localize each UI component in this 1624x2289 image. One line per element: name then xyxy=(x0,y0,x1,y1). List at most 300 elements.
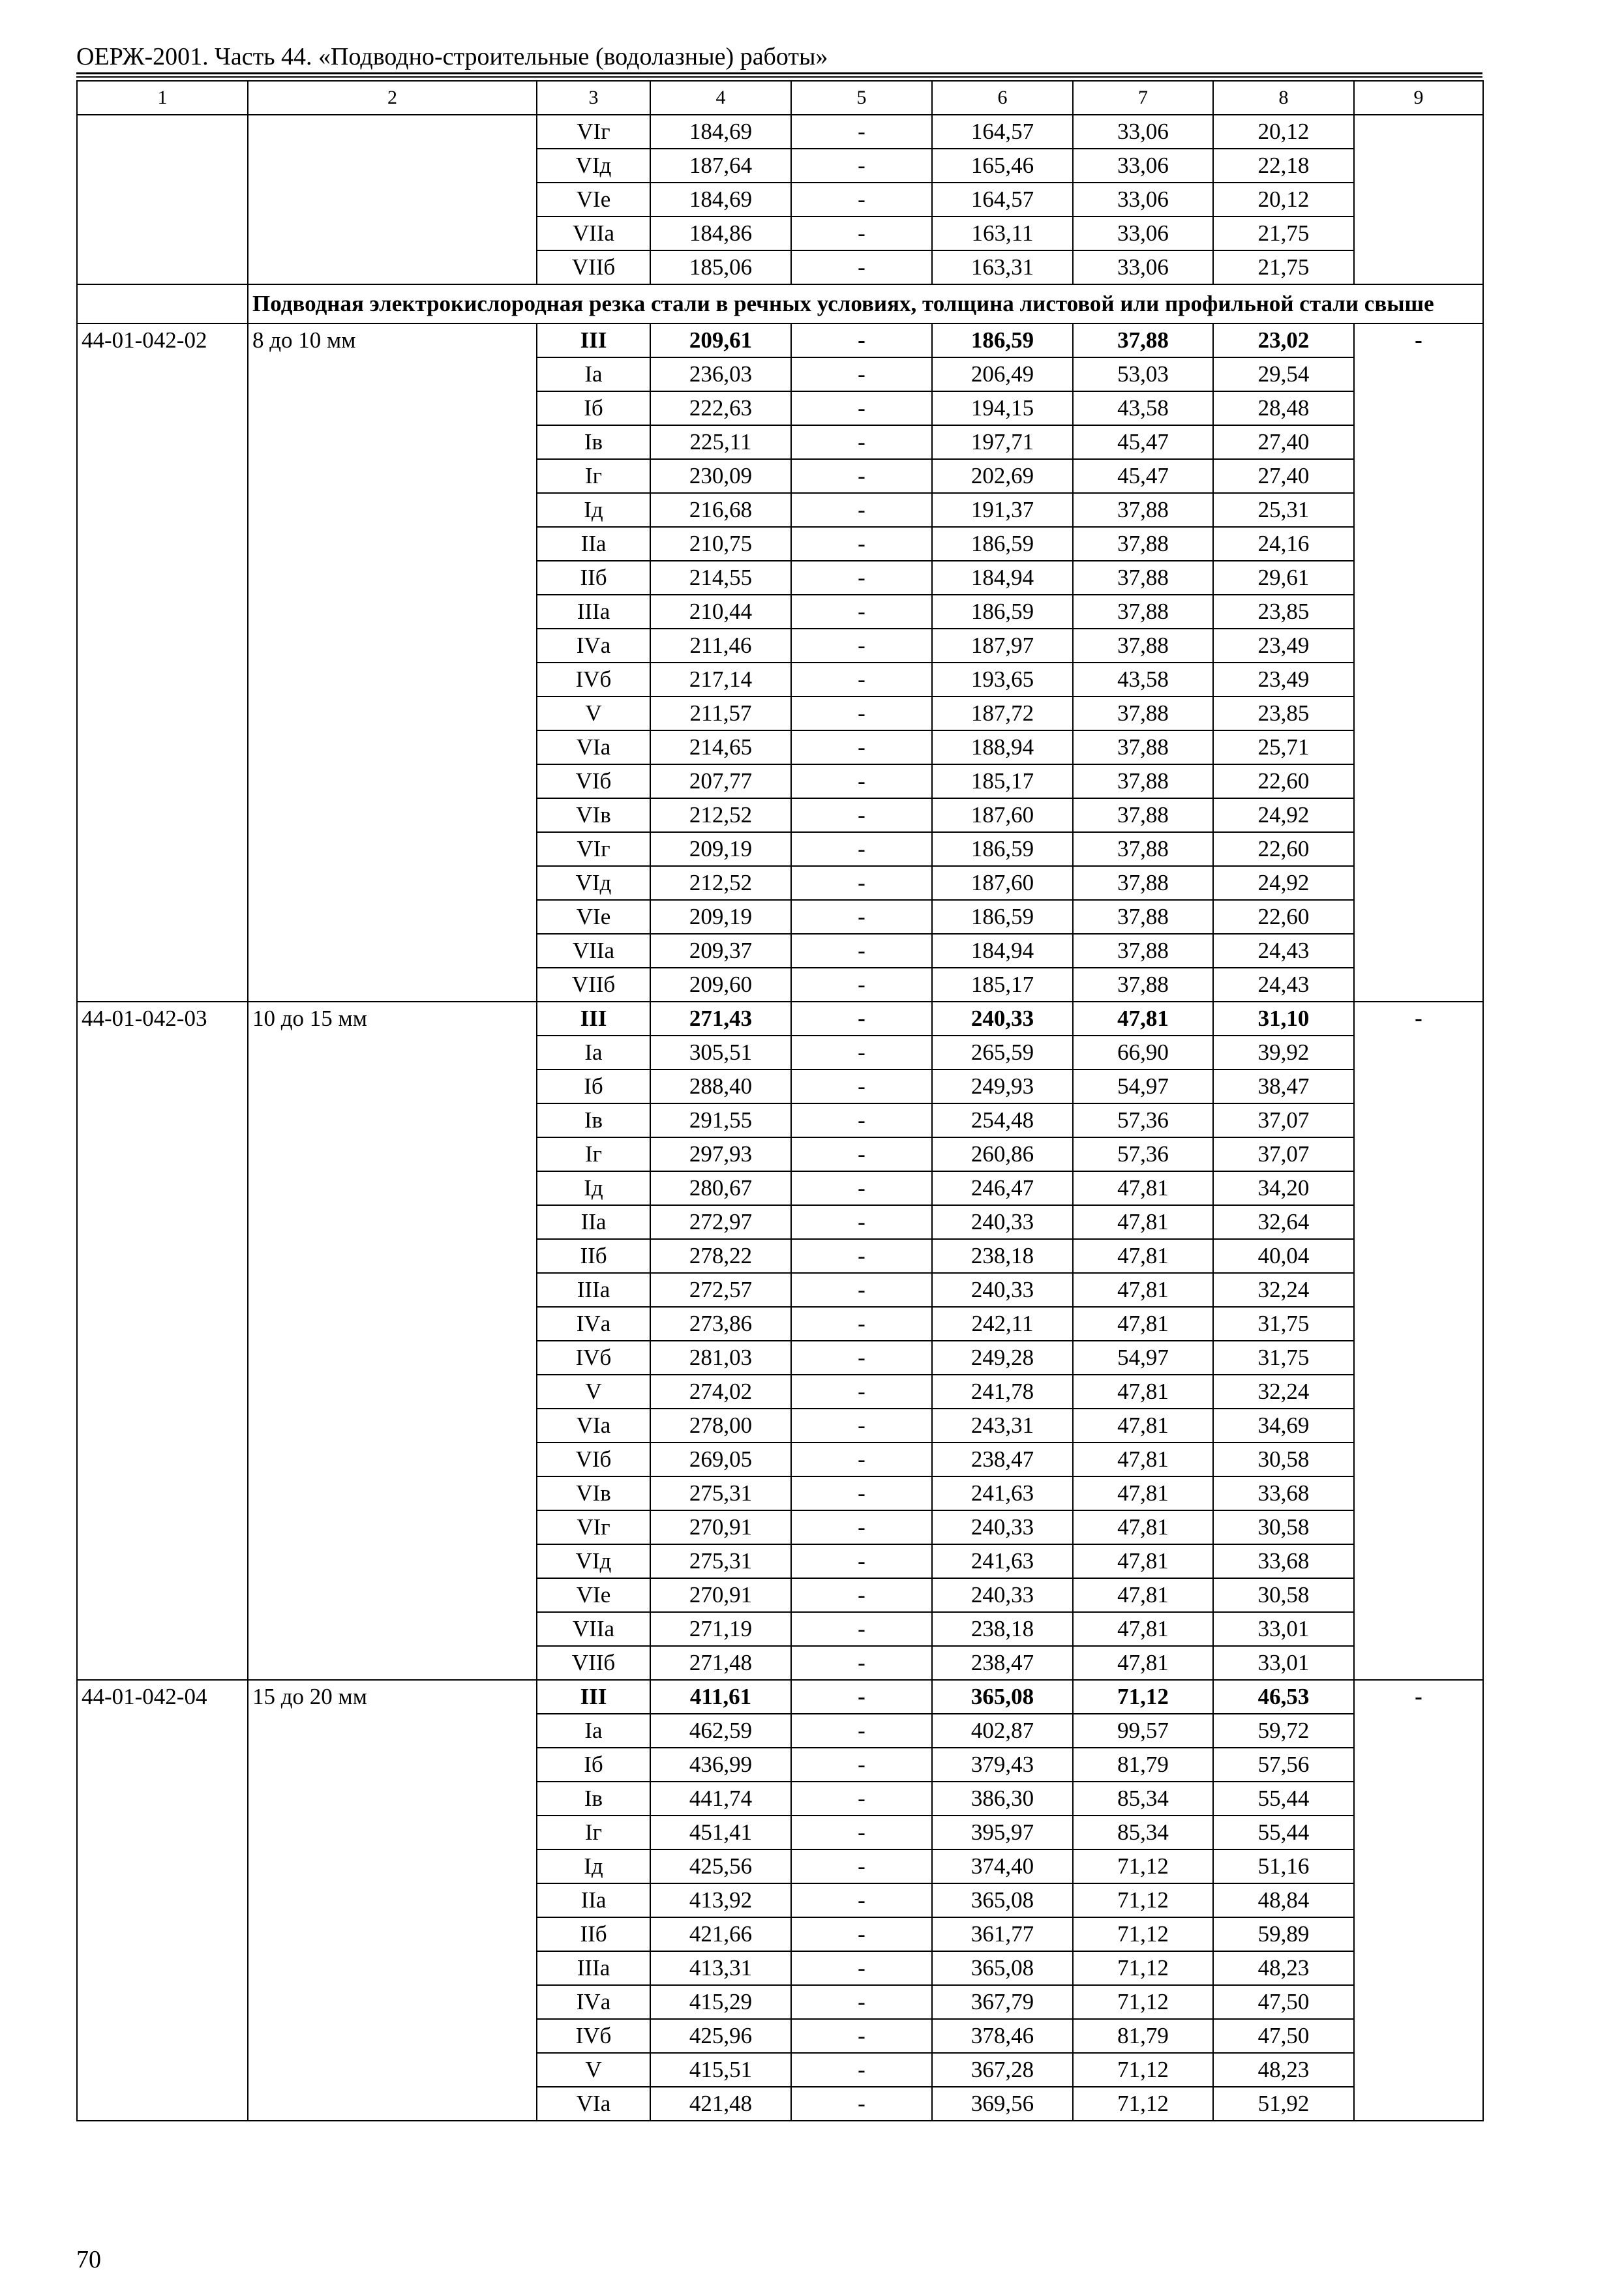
description-cell xyxy=(248,115,537,284)
zone-cell: IVа xyxy=(537,629,650,663)
value-cell: 33,68 xyxy=(1213,1476,1354,1510)
value-cell: - xyxy=(791,1510,932,1544)
value-cell: - xyxy=(791,934,932,968)
header-rule xyxy=(76,72,1482,74)
value-cell: - xyxy=(791,527,932,561)
value-cell: 85,34 xyxy=(1073,1816,1213,1849)
value-cell: - xyxy=(791,663,932,696)
value-cell: - xyxy=(791,1816,932,1849)
value-cell: 71,12 xyxy=(1073,1985,1213,2019)
zone-cell: Iа xyxy=(537,1714,650,1748)
value-cell: 274,02 xyxy=(650,1375,791,1409)
value-cell: 421,66 xyxy=(650,1917,791,1951)
value-cell: 51,92 xyxy=(1213,2087,1354,2121)
zone-cell: VIг xyxy=(537,1510,650,1544)
value-cell: 365,08 xyxy=(932,1680,1073,1714)
value-cell: 37,88 xyxy=(1073,527,1213,561)
value-cell: 37,88 xyxy=(1073,595,1213,629)
column-number: 6 xyxy=(932,81,1073,115)
value-cell: 271,48 xyxy=(650,1646,791,1680)
value-cell: 33,01 xyxy=(1213,1646,1354,1680)
column-number: 1 xyxy=(77,81,248,115)
value-cell: 193,65 xyxy=(932,663,1073,696)
value-cell: 24,16 xyxy=(1213,527,1354,561)
value-cell: 288,40 xyxy=(650,1070,791,1103)
zone-cell: VIIа xyxy=(537,934,650,968)
value-cell: 186,59 xyxy=(932,323,1073,357)
value-cell: 243,31 xyxy=(932,1409,1073,1443)
value-cell: 260,86 xyxy=(932,1137,1073,1171)
table-row xyxy=(77,323,1483,357)
zone-cell: IVа xyxy=(537,1307,650,1341)
value-cell: 184,69 xyxy=(650,115,791,149)
value-cell: 184,94 xyxy=(932,561,1073,595)
value-cell: 207,77 xyxy=(650,764,791,798)
value-cell: 209,19 xyxy=(650,900,791,934)
value-cell: 185,06 xyxy=(650,250,791,284)
value-cell: 59,89 xyxy=(1213,1917,1354,1951)
zone-cell: IIб xyxy=(537,1239,650,1273)
value-cell: 37,88 xyxy=(1073,866,1213,900)
value-cell: 462,59 xyxy=(650,1714,791,1748)
value-cell: 241,78 xyxy=(932,1375,1073,1409)
value-cell: 37,88 xyxy=(1073,764,1213,798)
value-cell: 187,60 xyxy=(932,866,1073,900)
value-cell: 71,12 xyxy=(1073,2053,1213,2087)
value-cell: 202,69 xyxy=(932,459,1073,493)
value-cell: 236,03 xyxy=(650,357,791,391)
value-cell: 249,93 xyxy=(932,1070,1073,1103)
value-cell: - xyxy=(791,1443,932,1476)
table-row xyxy=(77,1680,1483,1714)
value-cell: 30,58 xyxy=(1213,1443,1354,1476)
rates-table xyxy=(76,80,1484,2121)
value-cell: 278,22 xyxy=(650,1239,791,1273)
value-cell: - xyxy=(791,1782,932,1816)
value-cell: 367,28 xyxy=(932,2053,1073,2087)
value-cell: 99,57 xyxy=(1073,1714,1213,1748)
value-cell: 22,60 xyxy=(1213,764,1354,798)
value-cell: 39,92 xyxy=(1213,1036,1354,1070)
value-cell: 238,18 xyxy=(932,1612,1073,1646)
value-cell: 20,12 xyxy=(1213,183,1354,217)
value-cell: 271,19 xyxy=(650,1612,791,1646)
value-cell: 379,43 xyxy=(932,1748,1073,1782)
value-cell: 374,40 xyxy=(932,1849,1073,1883)
value-cell: 280,67 xyxy=(650,1171,791,1205)
value-cell: 43,58 xyxy=(1073,391,1213,425)
value-cell: 33,01 xyxy=(1213,1612,1354,1646)
value-cell: - xyxy=(791,561,932,595)
value-cell: 185,17 xyxy=(932,968,1073,1002)
value-cell: - xyxy=(791,391,932,425)
zone-cell: Iа xyxy=(537,1036,650,1070)
value-cell: 33,06 xyxy=(1073,115,1213,149)
value-cell: 240,33 xyxy=(932,1205,1073,1239)
value-cell: 22,60 xyxy=(1213,832,1354,866)
table-row xyxy=(77,115,1483,149)
value-cell: 55,44 xyxy=(1213,1816,1354,1849)
value-cell: - xyxy=(791,2087,932,2121)
value-cell: 206,49 xyxy=(932,357,1073,391)
value-cell: 24,43 xyxy=(1213,934,1354,968)
value-cell: 37,88 xyxy=(1073,629,1213,663)
value-cell: 43,58 xyxy=(1073,663,1213,696)
value-cell: 47,81 xyxy=(1073,1409,1213,1443)
rate-code: 44-01-042-02 xyxy=(77,323,248,1002)
value-cell: VIг xyxy=(537,115,650,149)
value-cell: 184,86 xyxy=(650,217,791,250)
value-cell: - xyxy=(791,425,932,459)
value-cell: 37,88 xyxy=(1073,696,1213,730)
value-cell: 186,59 xyxy=(932,832,1073,866)
rate-description: 10 до 15 мм xyxy=(248,1002,537,1680)
value-cell: - xyxy=(791,217,932,250)
page-number: 70 xyxy=(76,2246,101,2273)
value-cell: 188,94 xyxy=(932,730,1073,764)
value-cell: - xyxy=(791,2053,932,2087)
value-cell: - xyxy=(791,968,932,1002)
value-cell: 273,86 xyxy=(650,1307,791,1341)
value-cell: 37,88 xyxy=(1073,561,1213,595)
value-cell: 37,88 xyxy=(1073,900,1213,934)
value-cell: 37,88 xyxy=(1073,493,1213,527)
value-cell: 57,56 xyxy=(1213,1748,1354,1782)
value-cell: 31,75 xyxy=(1213,1307,1354,1341)
zone-cell: Iг xyxy=(537,1816,650,1849)
value-cell: 23,85 xyxy=(1213,595,1354,629)
zone-cell: Iв xyxy=(537,1103,650,1137)
value-cell: 47,50 xyxy=(1213,1985,1354,2019)
value-cell: 34,20 xyxy=(1213,1171,1354,1205)
code-cell xyxy=(77,115,248,284)
zone-cell: VIIб xyxy=(537,968,650,1002)
value-cell: 191,37 xyxy=(932,493,1073,527)
zone-cell: VIIб xyxy=(537,1646,650,1680)
value-cell: 415,51 xyxy=(650,2053,791,2087)
value-cell: 164,57 xyxy=(932,115,1073,149)
zone-cell: VIа xyxy=(537,1409,650,1443)
zone-cell: VIд xyxy=(537,1544,650,1578)
value-cell: 365,08 xyxy=(932,1951,1073,1985)
value-cell: 186,59 xyxy=(932,527,1073,561)
value-cell: 225,11 xyxy=(650,425,791,459)
value-cell: - xyxy=(791,1646,932,1680)
value-cell: 214,55 xyxy=(650,561,791,595)
value-cell: 265,59 xyxy=(932,1036,1073,1070)
value-cell: 37,88 xyxy=(1073,832,1213,866)
value-cell: 66,90 xyxy=(1073,1036,1213,1070)
value-cell: - xyxy=(791,1544,932,1578)
zone-cell: Iд xyxy=(537,1171,650,1205)
value-cell: 24,92 xyxy=(1213,798,1354,832)
value-cell: 47,81 xyxy=(1073,1443,1213,1476)
col9-cell: - xyxy=(1354,1680,1483,2121)
rate-description: 15 до 20 мм xyxy=(248,1680,537,2121)
value-cell: 240,33 xyxy=(932,1273,1073,1307)
value-cell: - xyxy=(791,1476,932,1510)
zone-cell: III xyxy=(537,323,650,357)
zone-cell: IVб xyxy=(537,2019,650,2053)
value-cell: 415,29 xyxy=(650,1985,791,2019)
value-cell: - xyxy=(791,696,932,730)
zone-cell: VIа xyxy=(537,2087,650,2121)
value-cell: - xyxy=(791,1680,932,1714)
value-cell: 210,75 xyxy=(650,527,791,561)
value-cell: 47,81 xyxy=(1073,1239,1213,1273)
value-cell: 249,28 xyxy=(932,1341,1073,1375)
value-cell: 48,23 xyxy=(1213,2053,1354,2087)
value-cell: 209,37 xyxy=(650,934,791,968)
value-cell: 47,81 xyxy=(1073,1578,1213,1612)
value-cell: 47,81 xyxy=(1073,1171,1213,1205)
header-rule-secondary xyxy=(76,76,1482,78)
value-cell: 28,48 xyxy=(1213,391,1354,425)
zone-cell: VIг xyxy=(537,832,650,866)
value-cell: - xyxy=(791,1341,932,1375)
value-cell: 32,24 xyxy=(1213,1273,1354,1307)
value-cell: 238,47 xyxy=(932,1646,1073,1680)
zone-cell: Iг xyxy=(537,1137,650,1171)
zone-cell: VIе xyxy=(537,1578,650,1612)
value-cell: 20,12 xyxy=(1213,115,1354,149)
col9-cell xyxy=(1354,115,1483,284)
zone-cell: III xyxy=(537,1680,650,1714)
value-cell: 47,81 xyxy=(1073,1273,1213,1307)
zone-cell: IVб xyxy=(537,663,650,696)
value-cell: 59,72 xyxy=(1213,1714,1354,1748)
value-cell: 37,88 xyxy=(1073,968,1213,1002)
rate-code: 44-01-042-03 xyxy=(77,1002,248,1680)
column-number: 8 xyxy=(1213,81,1354,115)
value-cell: 211,57 xyxy=(650,696,791,730)
column-number-row xyxy=(77,81,1483,115)
value-cell: 46,53 xyxy=(1213,1680,1354,1714)
zone-cell: Iд xyxy=(537,1849,650,1883)
section-title: Подводная электрокислородная резка стали в речных условиях, толщина листовой или профильной стали свыше xyxy=(248,284,1483,323)
value-cell: 242,11 xyxy=(932,1307,1073,1341)
value-cell: 187,64 xyxy=(650,149,791,183)
value-cell: 71,12 xyxy=(1073,2087,1213,2121)
page-header: ОЕРЖ-2001. Часть 44. «Подводно-строительные (водолазные) работы» xyxy=(76,43,828,70)
value-cell: - xyxy=(791,250,932,284)
value-cell: 272,97 xyxy=(650,1205,791,1239)
value-cell: 270,91 xyxy=(650,1578,791,1612)
value-cell: 186,59 xyxy=(932,900,1073,934)
value-cell: 281,03 xyxy=(650,1341,791,1375)
value-cell: 395,97 xyxy=(932,1816,1073,1849)
value-cell: 278,00 xyxy=(650,1409,791,1443)
rate-code: 44-01-042-04 xyxy=(77,1680,248,2121)
zone-cell: VIб xyxy=(537,764,650,798)
value-cell: 275,31 xyxy=(650,1544,791,1578)
value-cell: 211,46 xyxy=(650,629,791,663)
value-cell: VIIа xyxy=(537,217,650,250)
value-cell: 275,31 xyxy=(650,1476,791,1510)
value-cell: 48,84 xyxy=(1213,1883,1354,1917)
value-cell: 367,79 xyxy=(932,1985,1073,2019)
value-cell: - xyxy=(791,183,932,217)
col9-cell: - xyxy=(1354,1002,1483,1680)
value-cell: - xyxy=(791,595,932,629)
zone-cell: IIа xyxy=(537,1205,650,1239)
value-cell: 47,81 xyxy=(1073,1476,1213,1510)
value-cell: 40,04 xyxy=(1213,1239,1354,1273)
value-cell: 361,77 xyxy=(932,1917,1073,1951)
value-cell: 71,12 xyxy=(1073,1917,1213,1951)
value-cell: 34,69 xyxy=(1213,1409,1354,1443)
zone-cell: Iб xyxy=(537,391,650,425)
column-number: 3 xyxy=(537,81,650,115)
value-cell: 386,30 xyxy=(932,1782,1073,1816)
value-cell: - xyxy=(791,730,932,764)
value-cell: 37,88 xyxy=(1073,934,1213,968)
zone-cell: Iг xyxy=(537,459,650,493)
value-cell: 71,12 xyxy=(1073,1849,1213,1883)
column-number: 5 xyxy=(791,81,932,115)
column-number: 9 xyxy=(1354,81,1483,115)
value-cell: 37,07 xyxy=(1213,1103,1354,1137)
value-cell: - xyxy=(791,1307,932,1341)
value-cell: 210,44 xyxy=(650,595,791,629)
value-cell: 85,34 xyxy=(1073,1782,1213,1816)
value-cell: 71,12 xyxy=(1073,1951,1213,1985)
value-cell: - xyxy=(791,1103,932,1137)
zone-cell: V xyxy=(537,1375,650,1409)
value-cell: - xyxy=(791,1714,932,1748)
value-cell: 71,12 xyxy=(1073,1883,1213,1917)
zone-cell: IVб xyxy=(537,1341,650,1375)
value-cell: 24,92 xyxy=(1213,866,1354,900)
zone-cell: III xyxy=(537,1002,650,1036)
zone-cell: Iб xyxy=(537,1748,650,1782)
value-cell: 241,63 xyxy=(932,1544,1073,1578)
zone-cell: VIв xyxy=(537,1476,650,1510)
value-cell: 47,81 xyxy=(1073,1544,1213,1578)
value-cell: 30,58 xyxy=(1213,1578,1354,1612)
value-cell: - xyxy=(791,149,932,183)
value-cell: - xyxy=(791,1409,932,1443)
value-cell: 272,57 xyxy=(650,1273,791,1307)
value-cell: 31,75 xyxy=(1213,1341,1354,1375)
value-cell: - xyxy=(791,1917,932,1951)
value-cell: - xyxy=(791,357,932,391)
value-cell: 291,55 xyxy=(650,1103,791,1137)
zone-cell: IIб xyxy=(537,1917,650,1951)
value-cell: - xyxy=(791,1171,932,1205)
value-cell: 22,60 xyxy=(1213,900,1354,934)
value-cell: 21,75 xyxy=(1213,217,1354,250)
zone-cell: Iа xyxy=(537,357,650,391)
value-cell: 33,68 xyxy=(1213,1544,1354,1578)
value-cell: 421,48 xyxy=(650,2087,791,2121)
value-cell: 441,74 xyxy=(650,1782,791,1816)
value-cell: 37,88 xyxy=(1073,730,1213,764)
value-cell: 241,63 xyxy=(932,1476,1073,1510)
zone-cell: Iб xyxy=(537,1070,650,1103)
zone-cell: VIб xyxy=(537,1443,650,1476)
value-cell: - xyxy=(791,1883,932,1917)
value-cell: 163,11 xyxy=(932,217,1073,250)
value-cell: 30,58 xyxy=(1213,1510,1354,1544)
value-cell: - xyxy=(791,115,932,149)
value-cell: 413,31 xyxy=(650,1951,791,1985)
value-cell: - xyxy=(791,1748,932,1782)
value-cell: 185,17 xyxy=(932,764,1073,798)
value-cell: 25,71 xyxy=(1213,730,1354,764)
value-cell: 22,18 xyxy=(1213,149,1354,183)
value-cell: - xyxy=(791,1239,932,1273)
value-cell: 45,47 xyxy=(1073,425,1213,459)
value-cell: 297,93 xyxy=(650,1137,791,1171)
value-cell: 186,59 xyxy=(932,595,1073,629)
value-cell: 212,52 xyxy=(650,866,791,900)
value-cell: - xyxy=(791,2019,932,2053)
value-cell: 48,23 xyxy=(1213,1951,1354,1985)
value-cell: 436,99 xyxy=(650,1748,791,1782)
zone-cell: IIIа xyxy=(537,1273,650,1307)
value-cell: 165,46 xyxy=(932,149,1073,183)
zone-cell: IIIа xyxy=(537,595,650,629)
value-cell: 31,10 xyxy=(1213,1002,1354,1036)
value-cell: 216,68 xyxy=(650,493,791,527)
value-cell: 57,36 xyxy=(1073,1137,1213,1171)
value-cell: - xyxy=(791,1612,932,1646)
value-cell: 254,48 xyxy=(932,1103,1073,1137)
value-cell: 209,19 xyxy=(650,832,791,866)
rate-description: 8 до 10 мм xyxy=(248,323,537,1002)
value-cell: - xyxy=(791,1070,932,1103)
value-cell: 38,47 xyxy=(1213,1070,1354,1103)
value-cell: 33,06 xyxy=(1073,149,1213,183)
value-cell: - xyxy=(791,1273,932,1307)
value-cell: 32,24 xyxy=(1213,1375,1354,1409)
value-cell: 57,36 xyxy=(1073,1103,1213,1137)
value-cell: 23,49 xyxy=(1213,629,1354,663)
value-cell: 27,40 xyxy=(1213,425,1354,459)
value-cell: 21,75 xyxy=(1213,250,1354,284)
column-number: 2 xyxy=(248,81,537,115)
value-cell: 23,49 xyxy=(1213,663,1354,696)
value-cell: 240,33 xyxy=(932,1510,1073,1544)
zone-cell: IIIа xyxy=(537,1951,650,1985)
value-cell: 451,41 xyxy=(650,1816,791,1849)
value-cell: 33,06 xyxy=(1073,250,1213,284)
value-cell: 45,47 xyxy=(1073,459,1213,493)
value-cell: 37,07 xyxy=(1213,1137,1354,1171)
value-cell: 238,47 xyxy=(932,1443,1073,1476)
value-cell: 81,79 xyxy=(1073,2019,1213,2053)
value-cell: 23,85 xyxy=(1213,696,1354,730)
value-cell: 413,92 xyxy=(650,1883,791,1917)
zone-cell: IIа xyxy=(537,1883,650,1917)
zone-cell: V xyxy=(537,2053,650,2087)
value-cell: 24,43 xyxy=(1213,968,1354,1002)
zone-cell: VIIа xyxy=(537,1612,650,1646)
value-cell: - xyxy=(791,1205,932,1239)
zone-cell: Iв xyxy=(537,425,650,459)
value-cell: 369,56 xyxy=(932,2087,1073,2121)
value-cell: 29,61 xyxy=(1213,561,1354,595)
value-cell: 411,61 xyxy=(650,1680,791,1714)
value-cell: 54,97 xyxy=(1073,1341,1213,1375)
value-cell: - xyxy=(791,1849,932,1883)
value-cell: 270,91 xyxy=(650,1510,791,1544)
value-cell: 238,18 xyxy=(932,1239,1073,1273)
value-cell: 47,81 xyxy=(1073,1307,1213,1341)
value-cell: 47,81 xyxy=(1073,1646,1213,1680)
value-cell: 378,46 xyxy=(932,2019,1073,2053)
